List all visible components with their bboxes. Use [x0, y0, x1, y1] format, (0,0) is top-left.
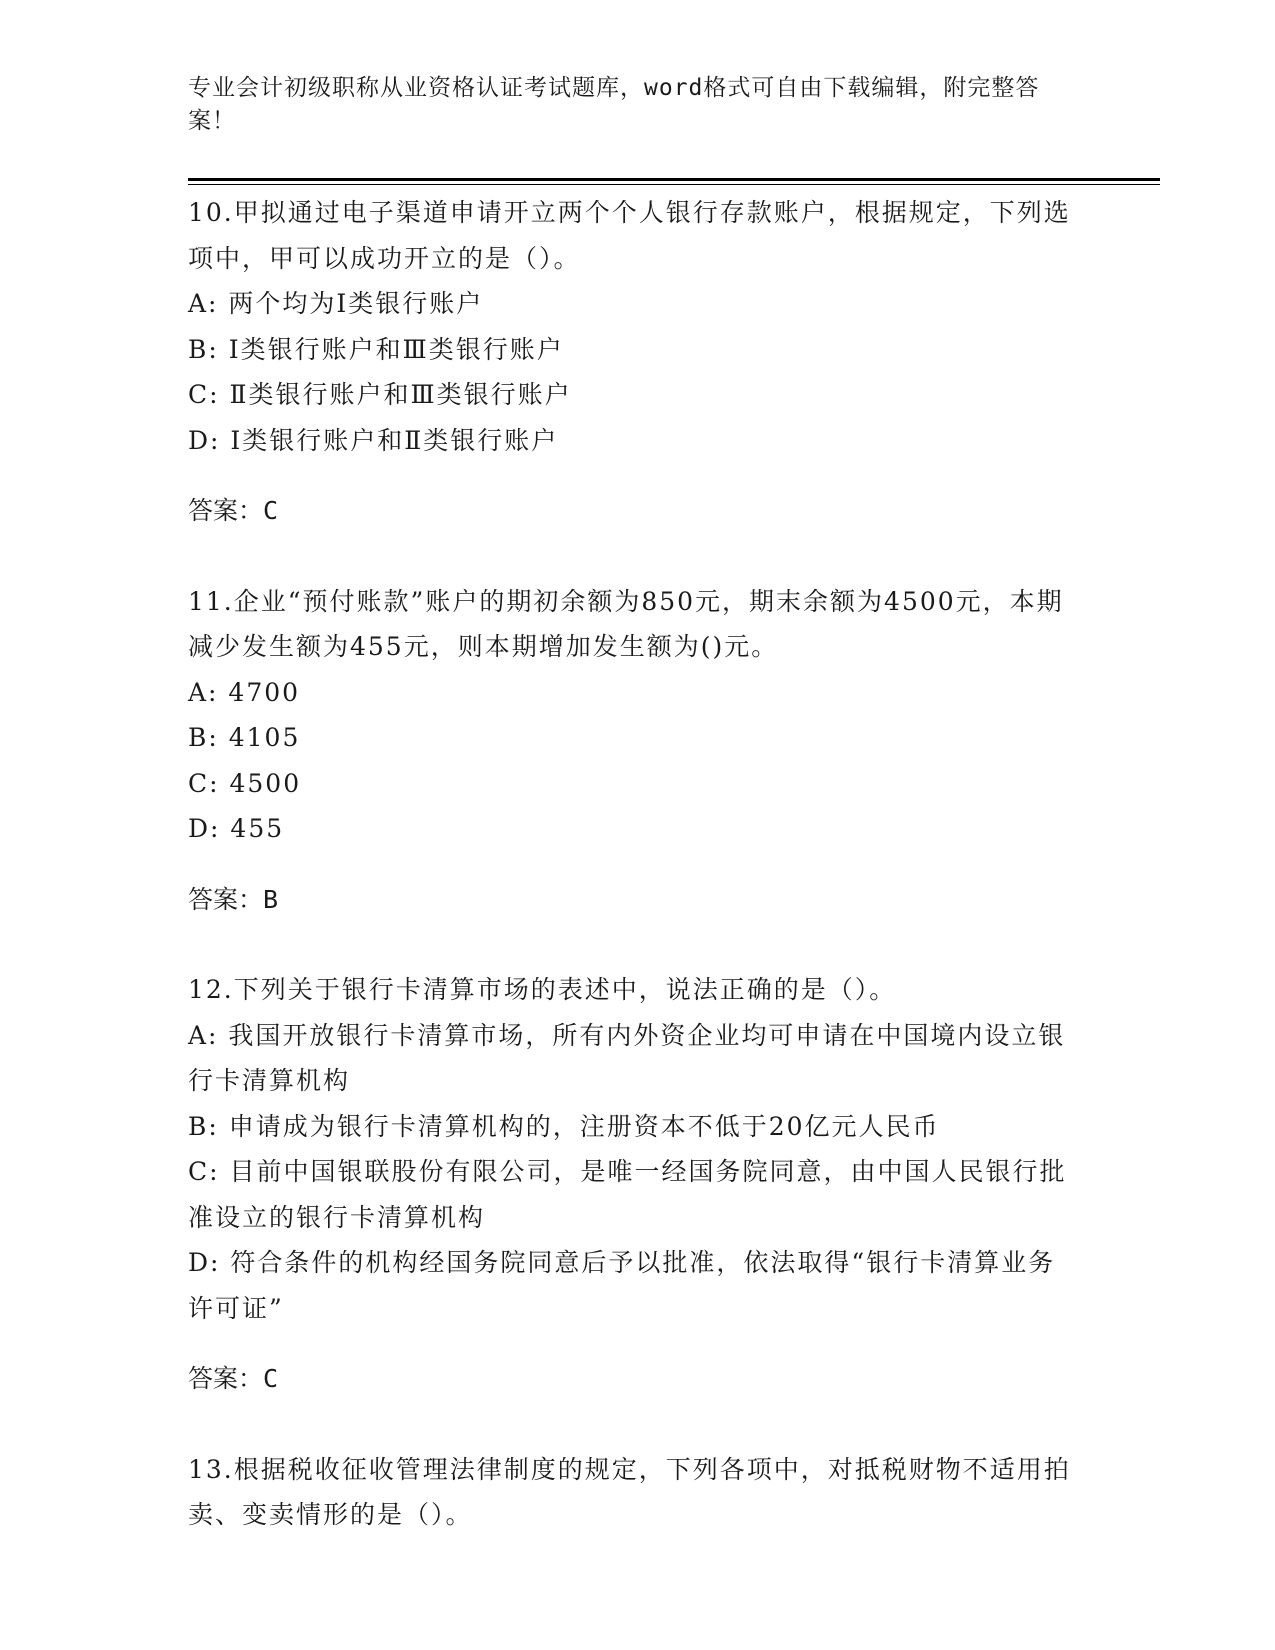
header-divider-thin [188, 184, 1160, 185]
answer-label: 答案： [188, 496, 264, 525]
header-text: 专业会计初级职称从业资格认证考试题库，word格式可自由下载编辑，附完整答案！ [188, 75, 1040, 134]
answer-line [188, 488, 1078, 534]
answer-label: 答案： [188, 884, 264, 914]
question-13 [188, 1447, 1078, 1538]
option-c: C: 目前中国银联股份有限公司，是唯一经国务院同意，由中国人民银行批准设立的银行卡清算机构 [188, 1157, 1067, 1232]
answer-value: C [263, 1364, 279, 1393]
question-12 [188, 967, 1078, 1402]
answer-line [188, 1356, 1078, 1402]
option-c: C: 4500 [188, 768, 302, 798]
answer-value: C [263, 496, 279, 525]
answer-value: B [263, 884, 279, 914]
option-c: C: Ⅱ类银行账户和Ⅲ类银行账户 [188, 380, 572, 409]
option-b: B: Ⅰ类银行账户和Ⅲ类银行账户 [188, 334, 564, 364]
option-a: A: 两个均为Ⅰ类银行账户 [188, 289, 484, 318]
question-stem: 10.甲拟通过电子渠道申请开立两个个人银行存款账户，根据规定，下列选项中，甲可以成功开立的是（）。 [188, 198, 1071, 273]
question-stem: 11.企业“预付账款”账户的期初余额为850元，期末余额为4500元，本期减少发生额为455元，则本期增加发生额为()元。 [188, 586, 1064, 661]
question-list [188, 190, 1078, 1583]
option-d: D: 符合条件的机构经国务院同意后予以批准，依法取得“银行卡清算业务许可证” [188, 1248, 1056, 1323]
option-b: B: 申请成为银行卡清算机构的，注册资本不低于20亿元人民币 [188, 1111, 940, 1141]
option-d: D: Ⅰ类银行账户和Ⅱ类银行账户 [188, 425, 559, 455]
option-a: A: 我国开放银行卡清算市场，所有内外资企业均可申请在中国境内设立银行卡清算机构 [188, 1020, 1066, 1095]
header-divider-thick [188, 178, 1160, 181]
answer-label: 答案： [188, 1364, 264, 1393]
answer-line [188, 877, 1078, 923]
option-b: B: 4105 [188, 723, 301, 752]
question-stem: 12.下列关于银行卡清算市场的表述中，说法正确的是（）。 [188, 975, 897, 1004]
question-11 [188, 579, 1078, 923]
question-10 [188, 190, 1078, 534]
option-d: D: 455 [188, 814, 285, 843]
question-stem: 13.根据税收征收管理法律制度的规定，下列各项中，对抵税财物不适用拍卖、变卖情形的是（）。 [188, 1454, 1071, 1529]
option-a: A: 4700 [188, 677, 301, 707]
